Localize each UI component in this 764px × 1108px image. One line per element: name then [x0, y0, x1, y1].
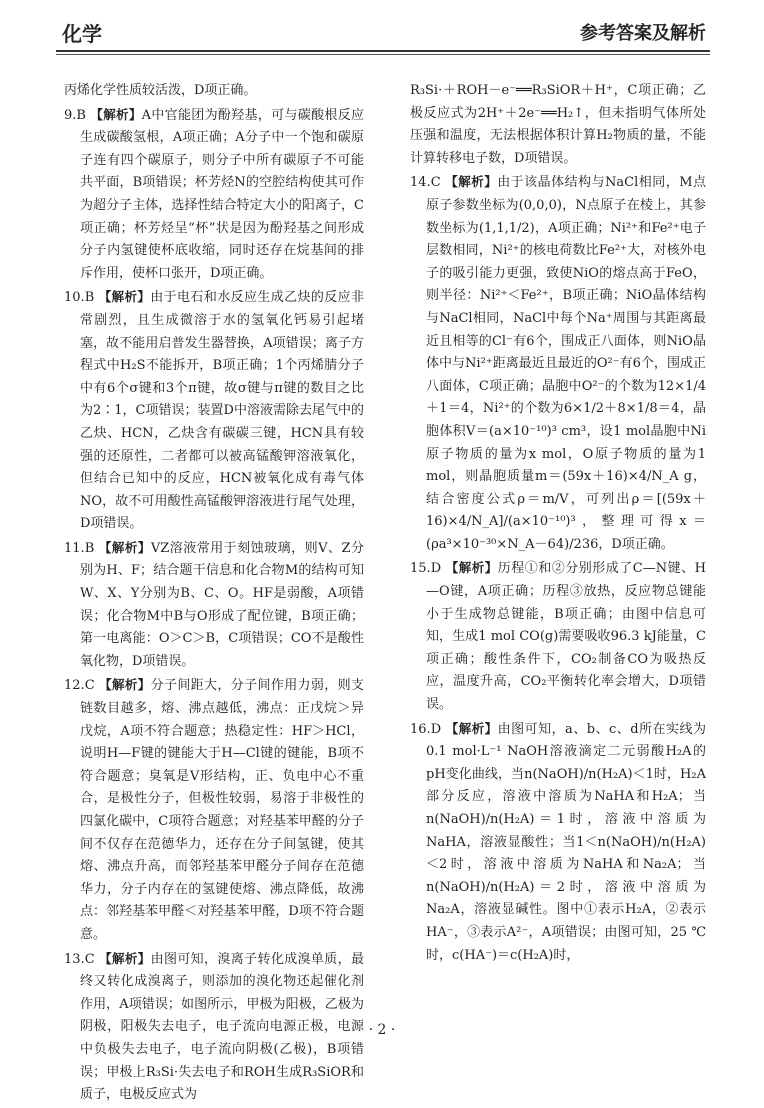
page-number: · 2 · [368, 1022, 396, 1038]
answer-key-title: 参考答案及解析 [580, 23, 706, 44]
question-number: 16. [410, 721, 431, 737]
explanation-text: 由图可知，a、b、c、d所在实线为0.1 mol·L⁻¹ NaOH溶液滴定二元弱酸H₂A的pH变化曲线，当n(NaOH)/n(H₂A)＜1时，H₂A部分反应，溶液中溶质为NaHA和H₂A；当n(NaOH)/n(H₂A)＝1时，溶液中溶质为NaHA，溶液显酸性；当1＜n(NaOH)/n(H₂A)＜2时，溶液中溶质为NaHA和Na₂A；当n(NaOH)/n(H₂A)＝2时，溶液中溶质为Na₂A，溶液显碱性。图中①表示H₂A，②表示HA⁻，③表示A²⁻，A项错误；由图可知，25 ℃时，c(HA⁻)＝c(H₂A)时， [426, 721, 706, 963]
answer-item [410, 557, 706, 716]
analysis-tag: 【解析】 [90, 106, 142, 122]
analysis-tag: 【解析】 [445, 720, 498, 736]
answer-item [64, 674, 364, 946]
header-divider [56, 50, 710, 52]
explanation-text: 分子间距大，分子间作用力弱，则支链数目越多，熔、沸点越低，沸点：正戊烷＞异戊烷，A项不符合题意；热稳定性：HF＞HCl，说明H—F键的键能大于H—Cl键的键能，B项不符合题意；臭氧是V形结构，正、负电中心不重合，是极性分子，但极性较弱，易溶于非极性的四氯化碳中，C项符合题意；对羟基苯甲醛的分子间不仅存在范德华力，还存在分子间氢键，使其熔、沸点升高，而邻羟基苯甲醛分子间存在范德华力，分子内存在的氢键使熔、沸点降低，故沸点：邻羟基苯甲醛＜对羟基苯甲醛，D项不符合题意。 [80, 678, 364, 942]
question-number: 10. [64, 290, 85, 306]
question-number: 14. [410, 175, 431, 191]
answer-choice: B [84, 540, 95, 556]
analysis-tag: 【解析】 [98, 539, 151, 555]
explanation-text: 丙烯化学性质较活泼，D项正确。 [64, 83, 257, 98]
explanation-text: 历程①和②分别形成了C—N键、H—O键，A项正确；历程③放热，反应物总键能小于生成物总键能，B项正确；由图中信息可知，生成1 mol CO(g)需要吸收96.3 kJ能量，C项正确；酸性条件下，CO₂制备CO为吸热反应，温度升高，CO₂平衡转化率会增大，D项错误。 [426, 561, 706, 713]
left-column [64, 80, 364, 1108]
answer-choice: B [76, 107, 86, 123]
analysis-tag: 【解析】 [445, 174, 498, 190]
answer-item [410, 171, 706, 556]
question-number: 9. [64, 107, 77, 123]
answer-item [64, 286, 364, 536]
analysis-tag: 【解析】 [98, 289, 151, 305]
continued-text [410, 80, 706, 170]
analysis-tag: 【解析】 [445, 560, 498, 576]
question-number: 11. [64, 540, 85, 556]
question-number: 12. [64, 678, 85, 694]
header-divider-thin [56, 54, 710, 55]
answer-choice: B [84, 290, 95, 306]
answer-item [64, 104, 364, 286]
answer-choice: C [430, 175, 441, 191]
answer-choice: D [430, 721, 442, 737]
analysis-tag: 【解析】 [99, 677, 151, 693]
question-number: 15. [410, 561, 431, 577]
subject-title: 化学 [62, 22, 102, 46]
answer-choice: C [84, 678, 95, 694]
explanation-text: A中官能团为酚羟基，可与碳酸根反应生成碳酸氢根，A项正确；A分子中一个饱和碳原子连有四个碳原子，则分子中所有碳原子不可能共平面，B项错误；杯芳烃N的空腔结构使其可作为超分子主体，选择性结合特定大小的阳离子，C项正确；杯芳烃呈“杯”状是因为酚羟基之间形成分子内氢键使杯底收缩，同时还存在烷基间的排斥作用，使杯口张开，D项正确。 [80, 107, 365, 281]
answer-choice: D [430, 561, 442, 577]
explanation-text: VZ溶液常用于刻蚀玻璃，则V、Z分别为H、F；结合题干信息和化合物M的结构可知W、X、Y分别为B、C、O。HF是弱酸，A项错误；化合物M中B与O形成了配位键，B项正确；第一电离能：O＞C＞B，C项错误；CO不是酸性氧化物，D项错误。 [80, 540, 364, 669]
answer-item [64, 537, 364, 674]
explanation-text: 由图可知，溴离子转化成溴单质，最终又转化成溴离子，则添加的溴化物还起催化剂作用，A项错误；如图所示，甲极为阳极，乙极为阴极，阳极失去电子，电子流向电源正极，电源中负极失去电子，电子流向阴极(乙极)，B项错误；甲极上R₃Si·失去电子和ROH生成R₃SiOR和质子，电极反应式为 [80, 951, 364, 1103]
answer-item [410, 718, 706, 968]
question-number: 13. [64, 951, 85, 967]
explanation-text: 由于该晶体结构与NaCl相同，M点原子参数坐标为(0,0,0)，N点原子在棱上，其参数坐标为(1,1,1/2)，A项正确；Ni²⁺和Fe²⁺电子层数相同，Ni²⁺的核电荷数比Fe²⁺大，对核外电子的吸引能力更强，致使NiO的熔点高于FeO，则半径：Ni²⁺＜Fe²⁺，B项正确；NiO晶体结构与NaCl相同，NaCl中每个Na⁺周围与其距离最近且相等的Cl⁻有6个，围成正八面体，则NiO晶体中与Ni²⁺距离最近且最近的O²⁻有6个，围成正八面体，C项正确；晶胞中O²⁻的个数为12×1/4＋1＝4，Ni²⁺的个数为6×1/2＋8×1/8＝4，晶胞体积V＝(a×10⁻¹⁰)³ cm³，设1 mol晶胞中Ni原子物质的量为x mol，O原子物质的量为1 mol，则晶胞质量m＝(59x＋16)×4/N_A g，结合密度公式ρ＝m/V，可列出ρ＝[(59x＋16)×4/N_A]/(a×10⁻¹⁰)³，整理可得x＝(ρa³×10⁻³⁰×N_A－64)/236，D项正确。 [426, 175, 706, 552]
explanation-text: R₃Si·＋ROH－e⁻══R₃SiOR＋H⁺，C项正确；乙极反应式为2H⁺＋2e⁻══H₂↑，但未指明气体所处压强和温度，无法根据体积计算H₂物质的量，不能计算转移电子数，D项错误。 [410, 83, 706, 166]
analysis-tag: 【解析】 [99, 950, 151, 966]
right-column [410, 80, 706, 968]
answer-choice: C [84, 951, 95, 967]
continued-text [64, 80, 364, 103]
explanation-text: 由于电石和水反应生成乙炔的反应非常剧烈，且生成微溶于水的氢氧化钙易引起堵塞，故不能用启普发生器替换，A项错误；离子方程式中H₂S不能拆开，B项正确；1个丙烯腈分子中有6个σ键和3个π键，故σ键与π键的数目之比为2∶1，C项错误；装置D中溶液需除去尾气中的乙炔、HCN，乙炔含有碳碳三键，HCN具有较强的还原性，二者都可以被高锰酸钾溶液氧化，但结合已知中的反应，HCN被氧化成有毒气体NO，故不可用酸性高锰酸钾溶液进行尾气处理，D项错误。 [80, 290, 364, 532]
